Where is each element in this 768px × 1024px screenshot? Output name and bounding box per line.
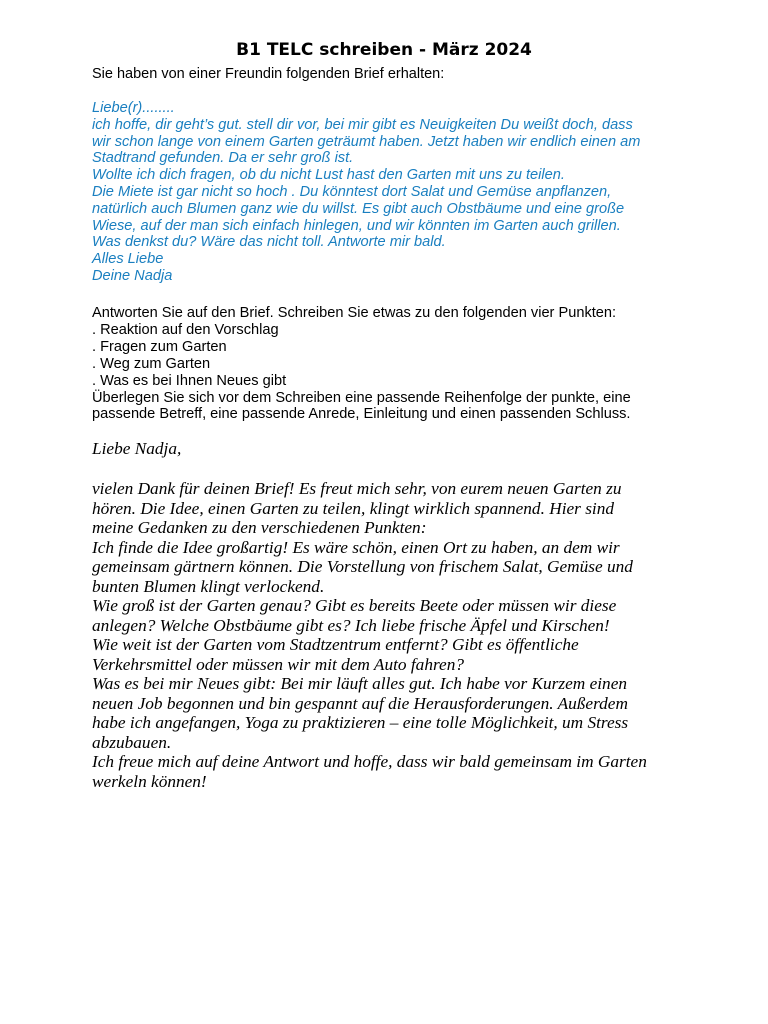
letter-line: Liebe(r)........ bbox=[92, 100, 175, 116]
answer-salutation: Liebe Nadja, bbox=[92, 439, 182, 458]
answer-line: gemeinsam gärtnern können. Die Vorstellung von frischem Salat, Gemüse und bbox=[92, 557, 633, 576]
letter-line: Wiese, auf der man sich einfach hinlegen, und wir könnten im Garten auch grillen. bbox=[92, 217, 621, 234]
task-point: . Fragen zum Garten bbox=[92, 338, 227, 355]
letter-signature: Deine Nadja bbox=[92, 267, 173, 284]
task-point: . Reaktion auf den Vorschlag bbox=[92, 321, 279, 338]
task-line: Antworten Sie auf den Brief. Schreiben Sie etwas zu den folgenden vier Punkten: bbox=[92, 305, 617, 321]
friend-letter bbox=[92, 100, 640, 285]
letter-line: Stadtrand gefunden. Da er sehr groß ist. bbox=[92, 150, 354, 167]
answer-letter bbox=[92, 479, 647, 791]
letter-line: Was denkst du? Wäre das nicht toll. Antworte mir bald. bbox=[92, 234, 446, 251]
answer-line: Wie groß ist der Garten genau? Gibt es bereits Beete oder müssen wir diese bbox=[92, 596, 617, 615]
task-instructions bbox=[92, 305, 631, 423]
answer-line: werkeln können! bbox=[92, 771, 207, 791]
letter-closing: Alles Liebe bbox=[92, 251, 164, 268]
answer-line: meine Gedanken zu den verschiedenen Punkten: bbox=[92, 518, 427, 537]
letter-line: Die Miete ist gar nicht so hoch . Du könntest dort Salat und Gemüse anpflanzen, bbox=[92, 183, 612, 200]
answer-line: anlegen? Welche Obstbäume gibt es? Ich liebe frische Äpfel und Kirschen! bbox=[92, 615, 610, 635]
intro-text: Sie haben von einer Freundin folgenden Brief erhalten: bbox=[92, 66, 445, 82]
answer-line: Was es bei mir Neues gibt: Bei mir läuft alles gut. Ich habe vor Kurzem einen bbox=[92, 674, 628, 693]
answer-line: neuen Job begonnen und bin gespannt auf die Herausforderungen. Außerdem bbox=[92, 693, 628, 713]
task-line: Überlegen Sie sich vor dem Schreiben eine passende Reihenfolge der punkte, eine bbox=[92, 389, 631, 406]
task-point: . Was es bei Ihnen Neues gibt bbox=[92, 372, 287, 389]
answer-line: Ich finde die Idee großartig! Es wäre schön, einen Ort zu haben, an dem wir bbox=[92, 537, 620, 557]
answer-line: Verkehrsmittel oder müssen wir mit dem Auto fahren? bbox=[92, 654, 464, 674]
answer-line: abzubauen. bbox=[92, 732, 172, 752]
task-point: . Weg zum Garten bbox=[92, 355, 211, 372]
answer-line: Wie weit ist der Garten vom Stadtzentrum entfernt? Gibt es öffentliche bbox=[92, 635, 579, 654]
letter-line: ich hoffe, dir geht’s gut. stell dir vor, bei mir gibt es Neuigkeiten Du weißt doch, dass bbox=[92, 116, 633, 133]
answer-line: bunten Blumen klingt verlockend. bbox=[92, 576, 325, 596]
answer-line: habe ich angefangen, Yoga zu praktizieren – eine tolle Möglichkeit, um Stress bbox=[92, 713, 629, 732]
letter-line: wir schon lange von einem Garten geträumt haben. Jetzt haben wir endlich einen am bbox=[92, 133, 641, 150]
answer-line: Ich freue mich auf deine Antwort und hoffe, dass wir bald gemeinsam im Garten bbox=[92, 752, 647, 771]
document-title: B1 TELC schreiben - März 2024 bbox=[236, 40, 532, 60]
letter-line: Wollte ich dich fragen, ob du nicht Lust hast den Garten mit uns zu teilen. bbox=[92, 167, 565, 184]
answer-line: vielen Dank für deinen Brief! Es freut mich sehr, von eurem neuen Garten zu bbox=[92, 479, 622, 498]
task-line: passende Betreff, eine passende Anrede, Einleitung und einen passenden Schluss. bbox=[92, 406, 631, 423]
letter-line: natürlich auch Blumen ganz wie du willst. Es gibt auch Obstbäume und eine große bbox=[92, 200, 625, 217]
answer-line: hören. Die Idee, einen Garten zu teilen, klingt wirklich spannend. Hier sind bbox=[92, 498, 615, 518]
